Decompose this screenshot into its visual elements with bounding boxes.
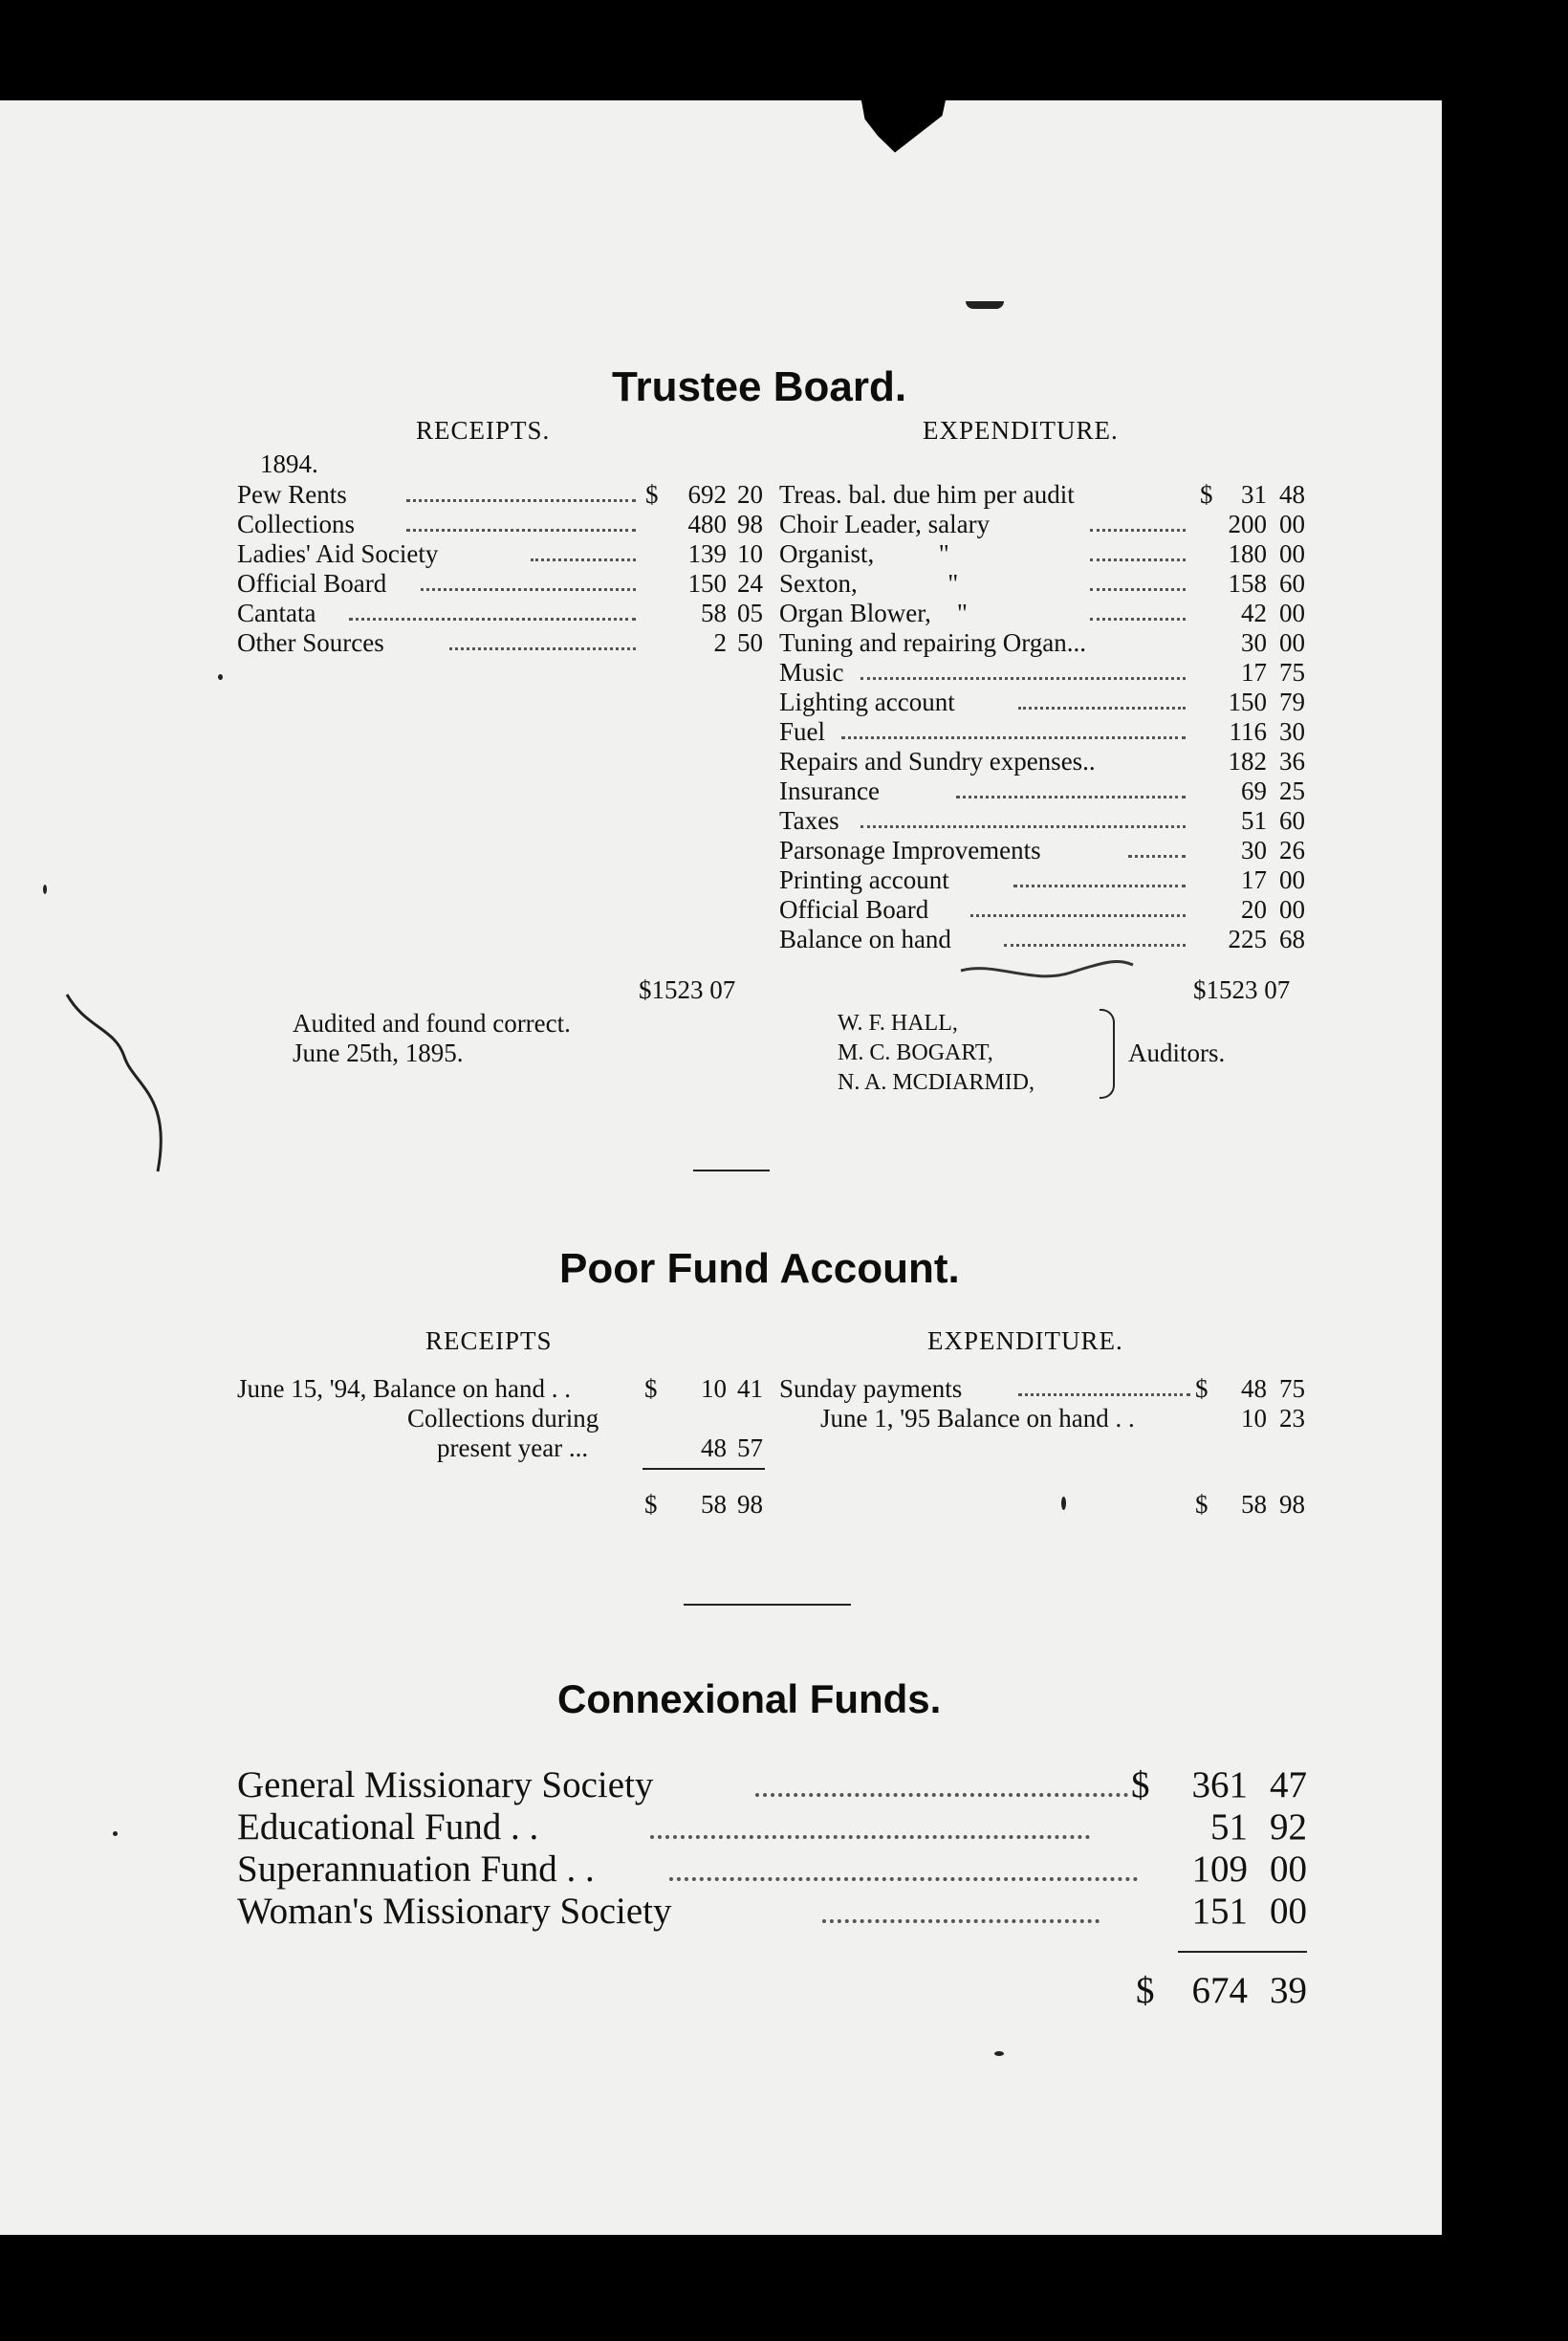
- leader-dots: [650, 1835, 1090, 1839]
- total-rule: [1178, 1951, 1307, 1953]
- expenditure-label: Official Board: [779, 895, 929, 924]
- receipt-cents: 50: [737, 628, 763, 657]
- expenditure-cents: 30: [1279, 717, 1305, 746]
- expenditure-cents: 60: [1279, 569, 1305, 598]
- leader-dots: [970, 914, 1186, 917]
- receipt-dollars: 480: [687, 510, 727, 538]
- poor-receipts-total-dollars: 58: [701, 1490, 727, 1519]
- expenditure-dollars: 30: [1241, 836, 1267, 864]
- poor-receipt-cents: 41: [737, 1374, 763, 1403]
- ink-squiggle: [57, 990, 191, 1181]
- ink-speck: [966, 301, 1004, 309]
- poor-receipt-label: present year ...: [437, 1433, 589, 1462]
- leader-dots: [1013, 885, 1186, 887]
- poor-expenditure-dollars: 10: [1241, 1404, 1267, 1433]
- poor-expenditure-prefix: $: [1195, 1374, 1209, 1403]
- fund-cents: 00: [1270, 1849, 1307, 1890]
- section-divider: [693, 1170, 770, 1171]
- auditors-brace: [1100, 1009, 1115, 1099]
- audit-statement: Audited and found correct.: [293, 1009, 571, 1038]
- poor-expenditure-cents: 23: [1279, 1404, 1305, 1433]
- expenditure-label: Choir Leader, salary: [779, 510, 991, 538]
- leader-dots: [841, 736, 1186, 739]
- expenditure-label: Insurance: [779, 777, 880, 805]
- expenditure-cents: 48: [1279, 480, 1305, 509]
- poor-receipt-label: June 15, '94, Balance on hand . .: [237, 1374, 572, 1403]
- auditors-label: Auditors.: [1128, 1039, 1226, 1067]
- expenditure-dollars: 31: [1241, 480, 1267, 509]
- fund-label: Woman's Missionary Society: [237, 1891, 672, 1932]
- leader-dots: [406, 499, 636, 502]
- receipt-dollars: 58: [701, 599, 727, 627]
- pen-stroke: [956, 952, 1138, 990]
- expenditure-cents: 00: [1279, 628, 1305, 657]
- leader-dots: [531, 558, 636, 561]
- leader-dots: [1090, 618, 1186, 621]
- poor-expenditure-label: June 1, '95 Balance on hand . .: [820, 1404, 1135, 1433]
- receipt-cents: 98: [737, 510, 763, 538]
- poor-expenditure-dollars: 48: [1241, 1374, 1267, 1403]
- leader-dots: [755, 1793, 1128, 1797]
- poor-expenditure-header: EXPENDITURE.: [927, 1326, 1123, 1355]
- expenditure-dollars: 17: [1241, 865, 1267, 894]
- fund-label: Superannuation Fund . .: [237, 1849, 595, 1890]
- expenditure-cents: 25: [1279, 777, 1305, 805]
- leader-dots: [1090, 558, 1186, 561]
- expenditure-label: Taxes: [779, 806, 839, 835]
- leader-dots: [1004, 944, 1186, 947]
- receipt-label: Collections: [237, 510, 355, 538]
- connexional-total-cents: 39: [1270, 1970, 1307, 2011]
- leader-dots: [860, 677, 1186, 680]
- expenditure-dollars: 180: [1228, 539, 1267, 568]
- receipt-label: Ladies' Aid Society: [237, 539, 439, 568]
- expenditure-cents: 36: [1279, 747, 1305, 776]
- poor-title: Poor Fund Account.: [559, 1245, 960, 1292]
- poor-expenditure-label: Sunday payments: [779, 1374, 963, 1403]
- expenditure-dollars: 200: [1228, 510, 1267, 538]
- trustee-expenditure-header: EXPENDITURE.: [923, 416, 1119, 445]
- audit-date: June 25th, 1895.: [293, 1039, 464, 1067]
- expenditure-dollars: 158: [1228, 569, 1267, 598]
- poor-expenditure-total-cents: 98: [1279, 1490, 1305, 1519]
- expenditure-dollars: 116: [1229, 717, 1267, 746]
- expenditure-dollars: 225: [1228, 925, 1267, 953]
- expenditure-label: Printing account: [779, 865, 949, 894]
- receipt-dollars: 139: [687, 539, 727, 568]
- ink-speck: [994, 2051, 1004, 2056]
- receipt-label: Other Sources: [237, 628, 384, 657]
- expenditure-cents: 79: [1279, 688, 1305, 716]
- fund-label: Educational Fund . .: [237, 1806, 539, 1848]
- ink-speck: [218, 674, 223, 680]
- expenditure-cents: 60: [1279, 806, 1305, 835]
- poor-receipt-dollars: 10: [701, 1374, 727, 1403]
- fund-dollars: 151: [1191, 1891, 1248, 1932]
- receipt-dollars: 150: [687, 569, 727, 598]
- leader-dots: [1018, 707, 1186, 710]
- expenditure-label: Lighting account: [779, 688, 955, 716]
- expenditure-label: Tuning and repairing Organ...: [779, 628, 1086, 657]
- trustee-year: 1894.: [260, 449, 318, 478]
- auditor-name: N. A. MCDIARMID,: [838, 1070, 1035, 1095]
- leader-dots: [449, 647, 636, 650]
- expenditure-cents: 00: [1279, 865, 1305, 894]
- ink-speck: [43, 885, 47, 894]
- leader-dots: [1090, 529, 1186, 532]
- auditor-name: M. C. BOGART,: [838, 1040, 993, 1065]
- expenditure-dollars: 20: [1241, 895, 1267, 924]
- fund-cents: 92: [1270, 1806, 1307, 1848]
- expenditure-prefix: $: [1200, 480, 1213, 509]
- leader-dots: [349, 618, 636, 621]
- expenditure-label: Balance on hand: [779, 925, 951, 953]
- expenditure-cents: 00: [1279, 539, 1305, 568]
- receipt-label: Pew Rents: [237, 480, 347, 509]
- receipt-dollars: 692: [687, 480, 727, 509]
- ink-speck: [113, 1831, 118, 1836]
- ink-speck: [1061, 1497, 1066, 1510]
- receipt-dollars: 2: [713, 628, 727, 657]
- paper-tear: [860, 100, 947, 163]
- expenditure-cents: 00: [1279, 895, 1305, 924]
- fund-dollars: 51: [1210, 1806, 1248, 1848]
- total-rule: [642, 1468, 765, 1470]
- trustee-title: Trustee Board.: [612, 363, 907, 410]
- poor-receipt-cents: 57: [737, 1433, 763, 1462]
- trustee-expenditure-total: $1523 07: [1193, 975, 1291, 1004]
- receipt-cents: 24: [737, 569, 763, 598]
- poor-expenditure-total-prefix: $: [1195, 1490, 1209, 1519]
- expenditure-dollars: 69: [1241, 777, 1267, 805]
- expenditure-label: Repairs and Sundry expenses..: [779, 747, 1096, 776]
- fund-cents: 00: [1270, 1891, 1307, 1932]
- poor-expenditure-total-dollars: 58: [1241, 1490, 1267, 1519]
- expenditure-dollars: 51: [1241, 806, 1267, 835]
- auditor-name: W. F. HALL,: [838, 1011, 958, 1036]
- fund-prefix: $: [1131, 1764, 1150, 1805]
- leader-dots: [1018, 1393, 1190, 1396]
- poor-receipt-prefix: $: [644, 1374, 658, 1403]
- leader-dots: [1128, 855, 1186, 858]
- connexional-total-dollars: 674: [1191, 1970, 1248, 2011]
- expenditure-label: Organist, ": [779, 539, 949, 568]
- expenditure-label: Parsonage Improvements: [779, 836, 1041, 864]
- leader-dots: [406, 529, 636, 532]
- leader-dots: [822, 1919, 1100, 1923]
- poor-receipts-header: RECEIPTS: [425, 1326, 553, 1355]
- leader-dots: [860, 825, 1186, 828]
- receipt-label: Official Board: [237, 569, 387, 598]
- fund-dollars: 361: [1191, 1764, 1248, 1805]
- expenditure-dollars: 17: [1241, 658, 1267, 687]
- receipt-cents: 10: [737, 539, 763, 568]
- receipt-cents: 05: [737, 599, 763, 627]
- expenditure-label: Treas. bal. due him per audit: [779, 480, 1075, 509]
- leader-dots: [1090, 588, 1186, 591]
- poor-receipt-dollars: 48: [701, 1433, 727, 1462]
- poor-receipt-label: Collections during: [407, 1404, 599, 1433]
- expenditure-cents: 75: [1279, 658, 1305, 687]
- expenditure-cents: 00: [1279, 599, 1305, 627]
- expenditure-cents: 00: [1279, 510, 1305, 538]
- receipt-cents: 20: [737, 480, 763, 509]
- expenditure-dollars: 150: [1228, 688, 1267, 716]
- receipt-prefix: $: [645, 480, 659, 509]
- poor-expenditure-cents: 75: [1279, 1374, 1305, 1403]
- receipt-label: Cantata: [237, 599, 316, 627]
- expenditure-label: Organ Blower, ": [779, 599, 968, 627]
- fund-dollars: 109: [1191, 1849, 1248, 1890]
- section-divider: [684, 1604, 851, 1606]
- expenditure-dollars: 30: [1241, 628, 1267, 657]
- expenditure-dollars: 182: [1228, 747, 1267, 776]
- trustee-receipts-total: $1523 07: [639, 975, 736, 1004]
- connexional-total-prefix: $: [1136, 1970, 1155, 2011]
- expenditure-cents: 68: [1279, 925, 1305, 953]
- fund-cents: 47: [1270, 1764, 1307, 1805]
- connexional-title: Connexional Funds.: [557, 1676, 942, 1721]
- expenditure-label: Music: [779, 658, 844, 687]
- fund-label: General Missionary Society: [237, 1764, 654, 1805]
- poor-receipts-total-prefix: $: [644, 1490, 658, 1519]
- leader-dots: [669, 1877, 1138, 1881]
- trustee-receipts-header: RECEIPTS.: [416, 416, 551, 445]
- expenditure-label: Fuel: [779, 717, 826, 746]
- poor-receipts-total-cents: 98: [737, 1490, 763, 1519]
- document-page: [0, 100, 1442, 2235]
- leader-dots: [421, 588, 636, 591]
- leader-dots: [956, 796, 1186, 799]
- expenditure-label: Sexton, ": [779, 569, 959, 598]
- expenditure-dollars: 42: [1241, 599, 1267, 627]
- expenditure-cents: 26: [1279, 836, 1305, 864]
